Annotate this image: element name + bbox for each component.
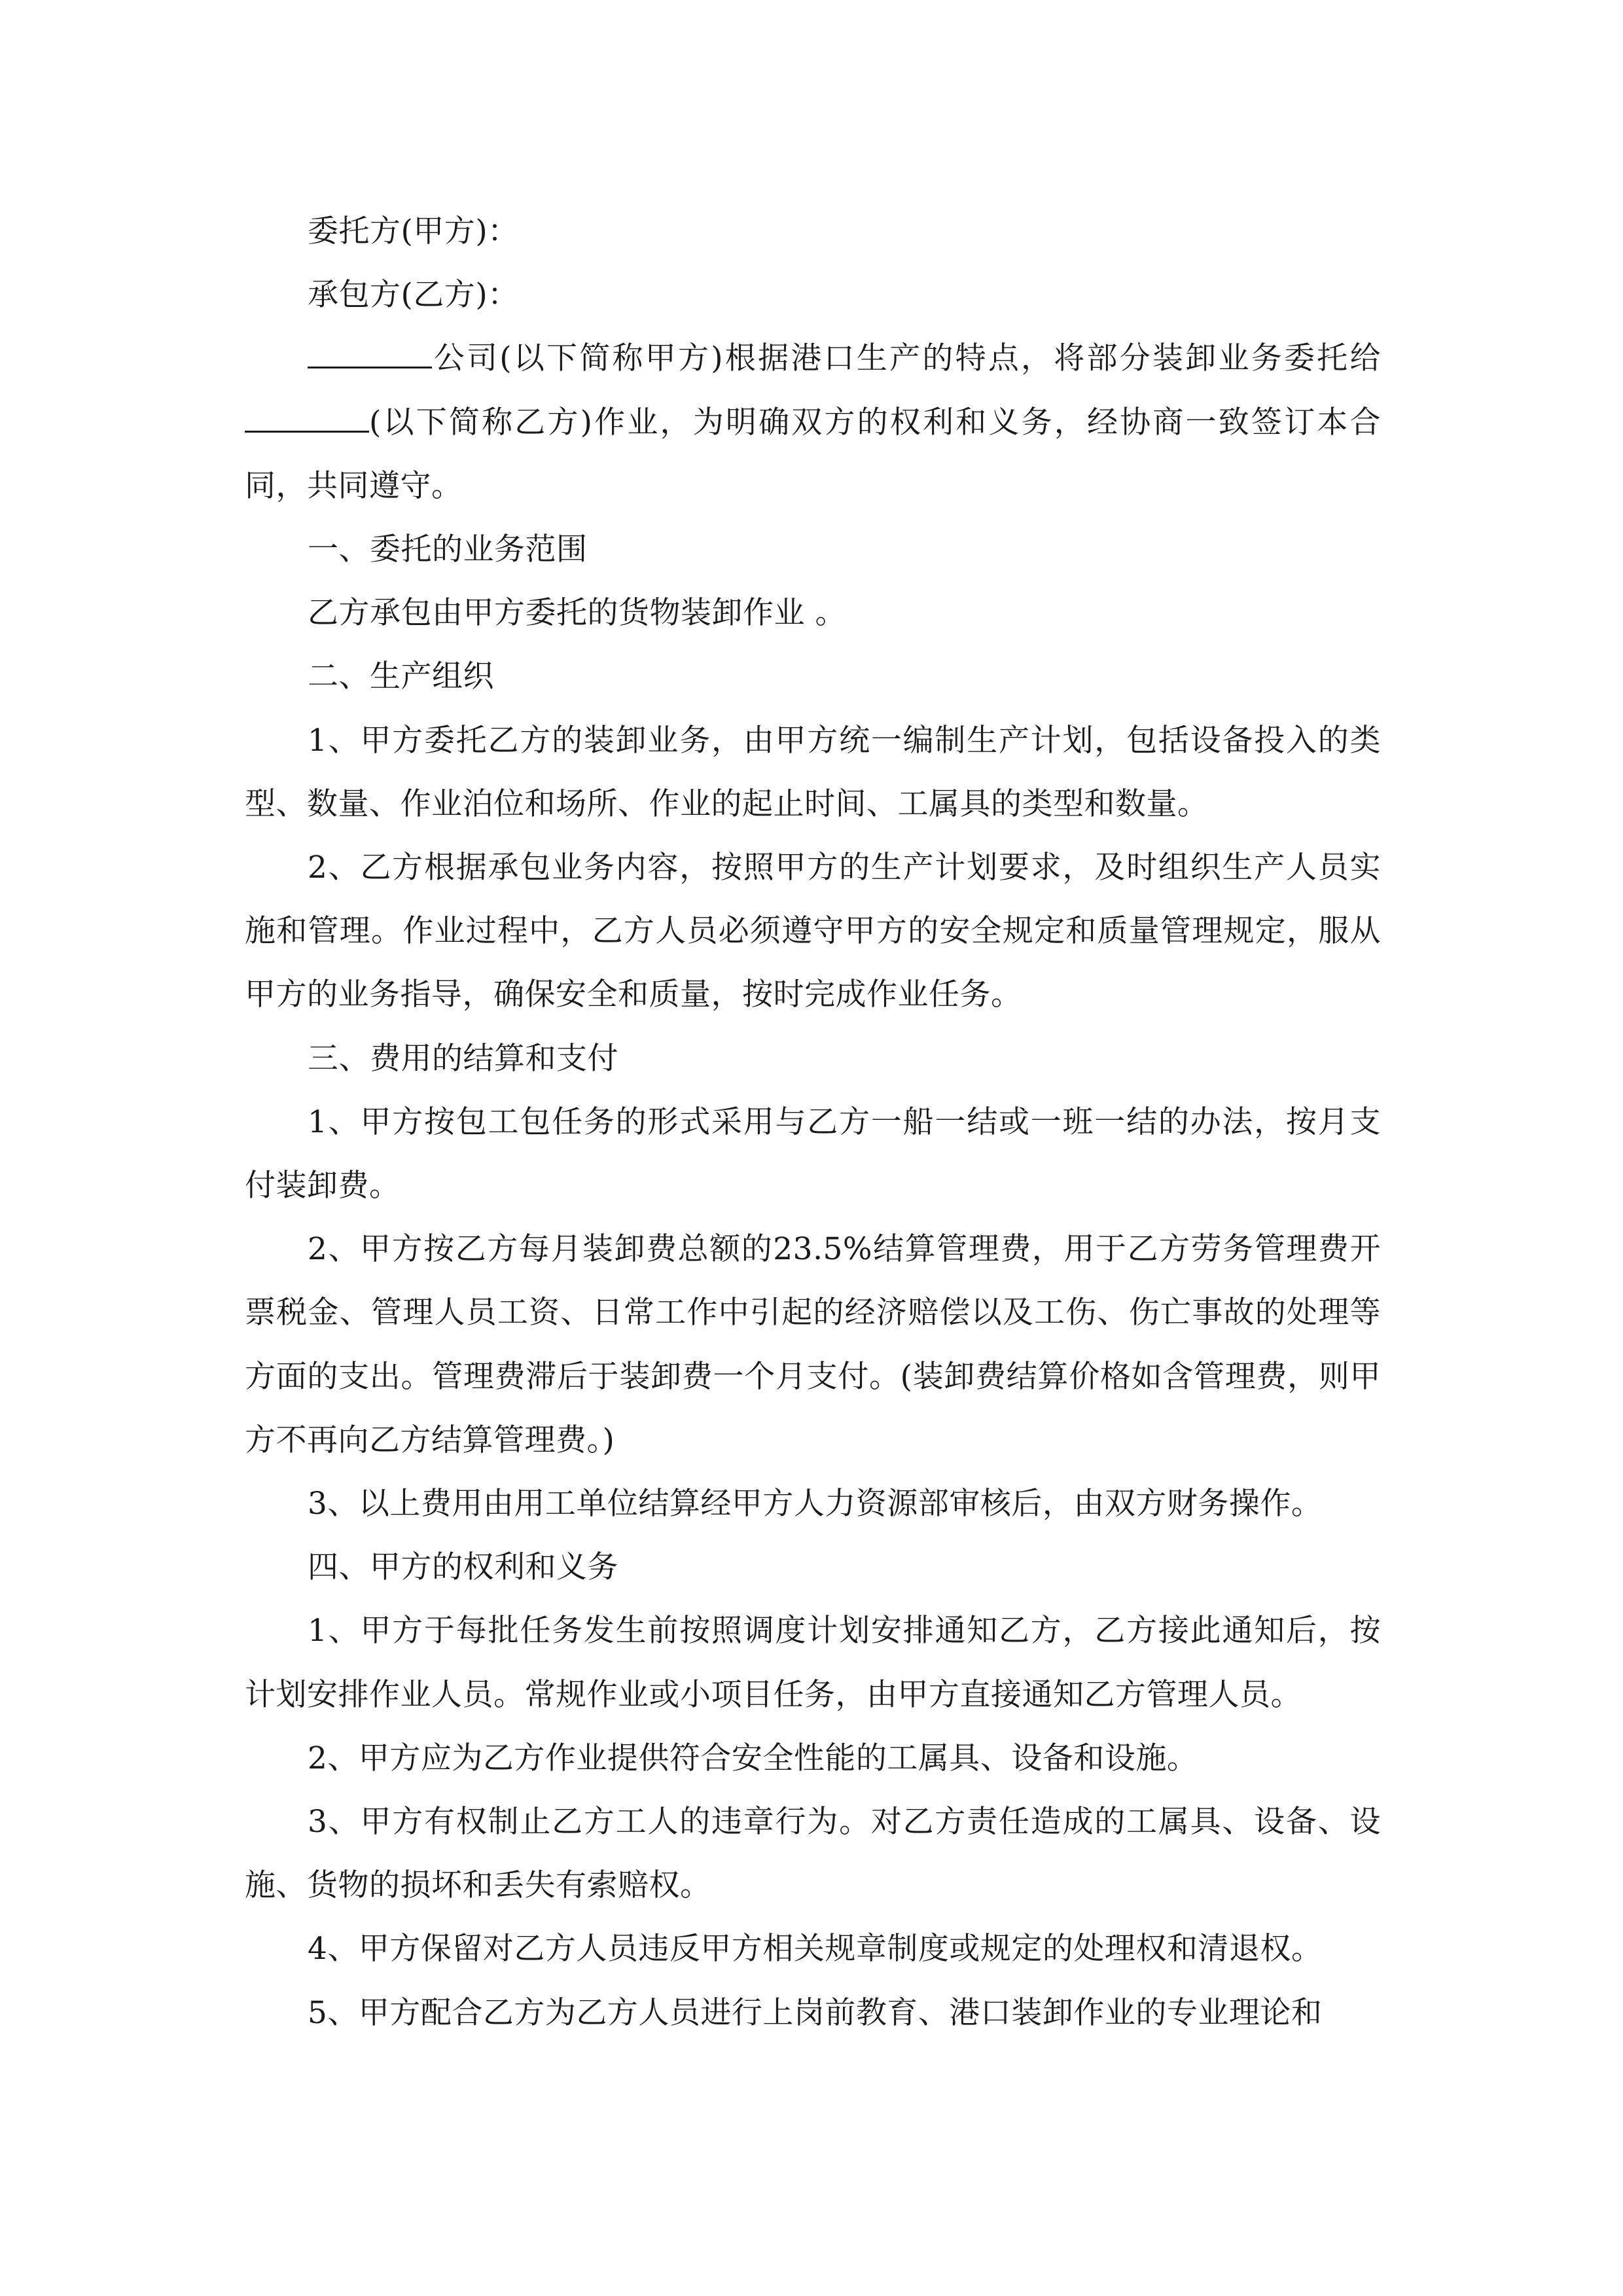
company-name-blank (308, 340, 432, 368)
section2-item2: 2、乙方根据承包业务内容，按照甲方的生产计划要求，及时组织生产人员实施和管理。作业过程中，乙方人员必须遵守甲方的安全规定和质量管理规定，服从甲方的业务指导，确保安全和质量，按时完成作业任务。 (245, 850, 1381, 1013)
contractor-name-blank (245, 404, 369, 433)
section4-item1: 1、甲方于每批任务发生前按照调度计划安排通知乙方，乙方接此通知后，按计划安排作业人员。常规作业或小项目任务，由甲方直接通知乙方管理人员。 (245, 1613, 1381, 1713)
intro-text-part2: (以下简称乙方)作业，为明确双方的权利和义务，经协商一致签订本合同，共同遵守。 (245, 404, 1381, 504)
section4-item2: 2、甲方应为乙方作业提供符合安全性能的工属具、设备和设施。 (308, 1740, 1198, 1776)
section1-text: 乙方承包由甲方委托的货物装卸作业 。 (308, 595, 846, 632)
contract-body (245, 200, 1381, 2045)
section1-heading: 一、委托的业务范围 (308, 531, 588, 568)
section3-item2: 2、甲方按乙方每月装卸费总额的23.5%结算管理费，用于乙方劳务管理费开票税金、管理人员工资、日常工作中引起的经济赔偿以及工伤、伤亡事故的处理等方面的支出。管理费滞后于装卸费一个月支付。(装卸费结算价格如含管理费，则甲方不再向乙方结算管理费。) (245, 1231, 1381, 1458)
section3-item1: 1、甲方按包工包任务的形式采用与乙方一船一结或一班一结的办法，按月支付装卸费。 (245, 1103, 1381, 1204)
section2-heading: 二、生产组织 (308, 658, 494, 695)
section3-item3: 3、以上费用由用工单位结算经甲方人力资源部审核后，由双方财务操作。 (308, 1486, 1323, 1522)
intro-text-part1: 公司(以下简称甲方)根据港口生产的特点，将部分装卸业务委托给 (432, 340, 1381, 377)
section3-heading: 三、费用的结算和支付 (308, 1040, 618, 1077)
section4-item4: 4、甲方保留对乙方人员违反甲方相关规章制度或规定的处理权和清退权。 (308, 1931, 1323, 1967)
section2-item1: 1、甲方委托乙方的装卸业务，由甲方统一编制生产计划，包括设备投入的类型、数量、作业泊位和场所、作业的起止时间、工属具的类型和数量。 (245, 722, 1381, 822)
party-a-label: 委托方(甲方)： (308, 213, 519, 249)
intro-paragraph (245, 327, 1381, 518)
party-b-label: 承包方(乙方)： (308, 277, 519, 314)
section4-heading: 四、甲方的权利和义务 (308, 1549, 618, 1586)
section4-item5: 5、甲方配合乙方为乙方人员进行上岗前教育、港口装卸作业的专业理论和 (308, 1994, 1323, 2031)
section4-item3: 3、甲方有权制止乙方工人的违章行为。对乙方责任造成的工属具、设备、设施、货物的损坏和丢失有索赔权。 (245, 1804, 1381, 1904)
